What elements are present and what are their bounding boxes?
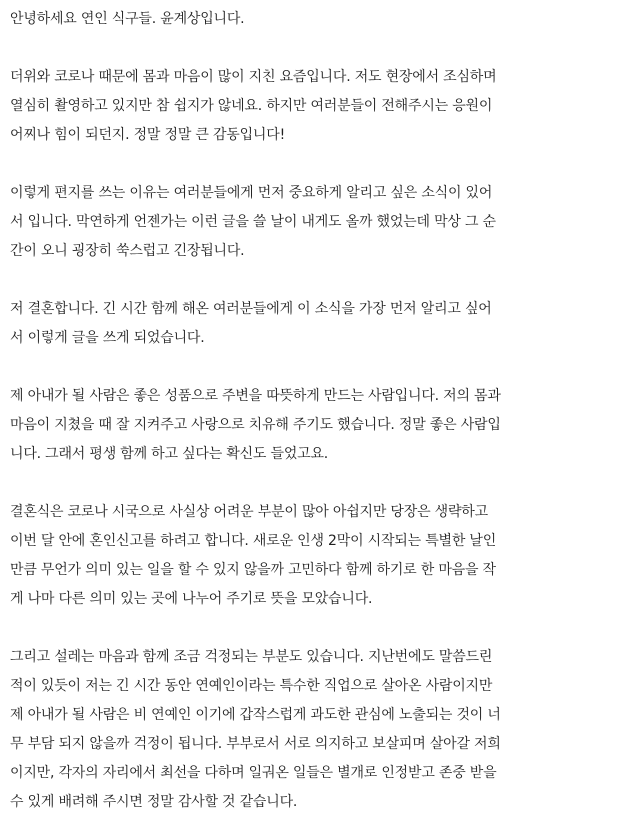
- text-line: 그리고 설레는 마음과 함께 조금 걱정되는 부분도 있습니다. 지난번에도 말씀드린: [10, 649, 493, 665]
- text-line: 서 이렇게 글을 쓰게 되었습니다.: [10, 330, 205, 346]
- text-line: 게 나마 다른 의미 있는 곳에 나누어 주기로 뜻을 모았습니다.: [10, 591, 373, 607]
- paragraph-gap: [10, 614, 622, 643]
- text-line: 제 아내가 될 사람은 비 연예인 이기에 갑작스럽게 과도한 관심에 노출되는 것이 너: [10, 707, 501, 723]
- text-line: 간이 오니 굉장히 쑥스럽고 긴장됩니다.: [10, 243, 245, 259]
- paragraph-3: [10, 295, 622, 353]
- paragraph-gap: [10, 469, 622, 498]
- paragraph-gap: [10, 266, 622, 295]
- text-line: 이렇게 편지를 쓰는 이유는 여러분들에게 먼저 중요하게 알리고 싶은 소식이 있어: [10, 185, 493, 201]
- paragraph-4: [10, 382, 622, 469]
- text-line: 결혼식은 코로나 시국으로 사실상 어려운 부분이 많아 아쉽지만 당장은 생략하고: [10, 504, 488, 520]
- paragraph-1: [10, 63, 622, 150]
- text-line: 더위와 코로나 때문에 몸과 마음이 많이 지친 요즘입니다. 저도 현장에서 조심하며: [10, 69, 497, 85]
- paragraph-gap: [10, 353, 622, 382]
- text-line: 어찌나 힘이 되던지. 정말 정말 큰 감동입니다!: [10, 127, 285, 143]
- greeting-line: 안녕하세요 연인 식구들. 윤계상입니다.: [10, 11, 245, 27]
- paragraph-2: [10, 179, 622, 266]
- text-line: 적이 있듯이 저는 긴 시간 동안 연예인이라는 특수한 직업으로 살아온 사람이지만: [10, 678, 493, 694]
- text-line: 수 있게 배려해 주시면 정말 감사할 것 같습니다.: [10, 794, 298, 810]
- text-line: 무 부담 되지 않을까 걱정이 됩니다. 부부로서 서로 의지하고 보살피며 살아갈 저희: [10, 736, 501, 752]
- greeting: [10, 5, 622, 34]
- text-line: 니다. 그래서 평생 함께 하고 싶다는 확신도 들었고요.: [10, 446, 329, 462]
- text-line: 서 입니다. 막연하게 언젠가는 이런 글을 쓸 날이 내게도 올까 했었는데 막상 그 순: [10, 214, 496, 230]
- paragraph-gap: [10, 150, 622, 179]
- paragraph-6: [10, 643, 622, 817]
- text-line: 만큼 무언가 의미 있는 일을 할 수 있지 않을까 고민하다 함께 하기로 한 마음을 작: [10, 562, 496, 578]
- text-line: 이지만, 각자의 자리에서 최선을 다하며 일궈온 일들은 별개로 인정받고 존중 받을: [10, 765, 497, 781]
- text-line: 저 결혼합니다. 긴 시간 함께 해온 여러분들에게 이 소식을 가장 먼저 알리고 싶어: [10, 301, 492, 317]
- text-line: 이번 달 안에 혼인신고를 하려고 합니다. 새로운 인생 2막이 시작되는 특별한 날인: [10, 533, 497, 549]
- text-line: 마음이 지쳤을 때 잘 지켜주고 사랑으로 치유해 주기도 했습니다. 정말 좋은 사람입: [10, 417, 501, 433]
- paragraph-gap: [10, 34, 622, 63]
- paragraph-5: [10, 498, 622, 614]
- text-line: 열심히 촬영하고 있지만 참 쉽지가 않네요. 하지만 여러분들이 전해주시는 응원이: [10, 98, 493, 114]
- text-line: 제 아내가 될 사람은 좋은 성품으로 주변을 따뜻하게 만드는 사람입니다. 저의 몸과: [10, 388, 501, 404]
